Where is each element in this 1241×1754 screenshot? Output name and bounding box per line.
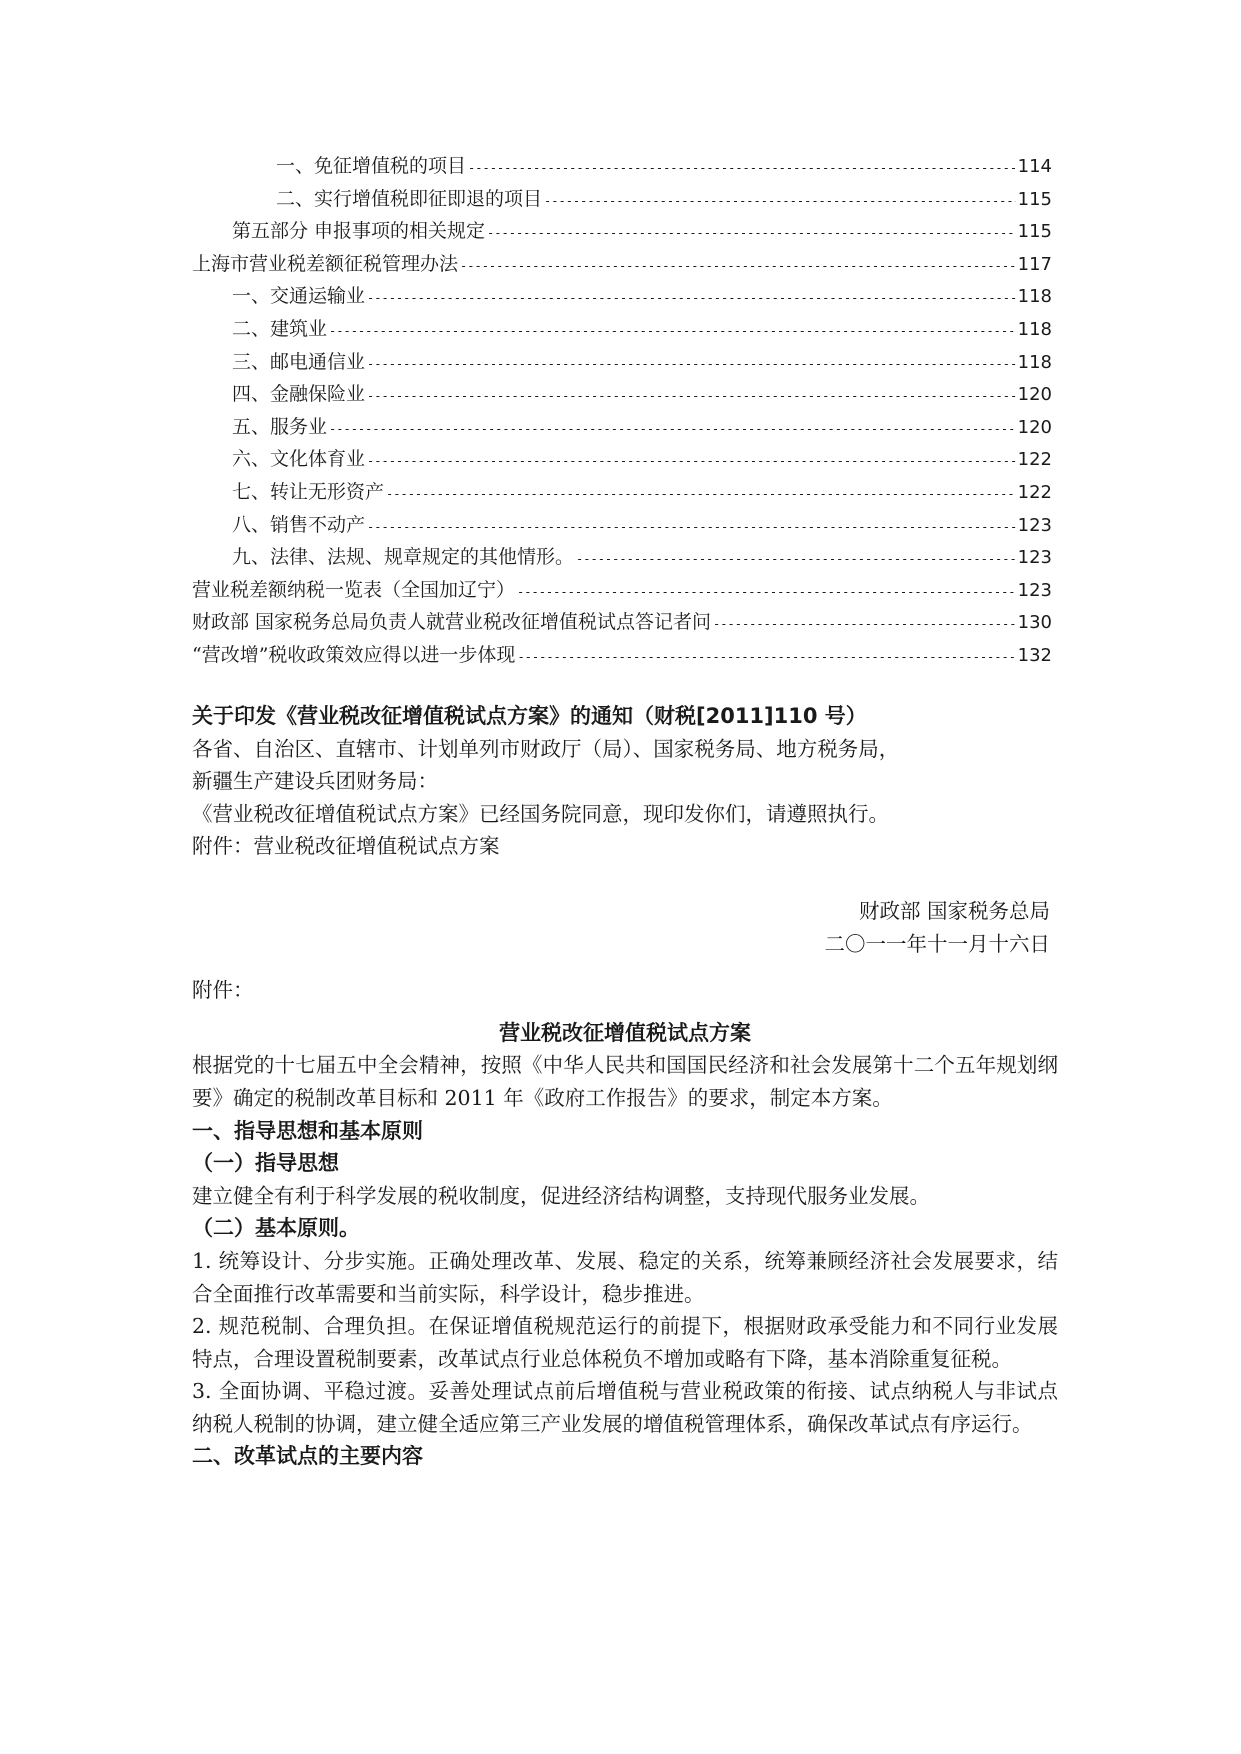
toc-entry-page: 118 <box>1017 286 1052 308</box>
toc-leader-dashes <box>329 315 1016 348</box>
attachment-label: 附件： <box>192 978 254 1003</box>
subsection-heading: （一）指导思想 <box>192 1151 339 1176</box>
toc-leader-dashes <box>576 543 1016 576</box>
toc-leader-dashes <box>460 250 1016 283</box>
toc-entry-page: 117 <box>1017 253 1052 275</box>
table-of-contents <box>192 150 1052 672</box>
toc-entry[interactable] <box>192 476 1052 509</box>
toc-entry-label: 八、销售不动产 <box>232 513 366 536</box>
toc-entry-label: 第五部分 申报事项的相关规定 <box>232 220 486 243</box>
toc-entry[interactable] <box>192 378 1052 411</box>
toc-entry-page: 115 <box>1017 221 1052 243</box>
toc-leader-dashes <box>544 185 1016 218</box>
toc-entry-label: 五、服务业 <box>232 415 328 438</box>
toc-entry[interactable] <box>192 280 1052 313</box>
toc-entry-label: 九、法律、法规、规章规定的其他情形。 <box>232 546 575 569</box>
toc-entry-label: 一、交通运输业 <box>232 285 366 308</box>
toc-entry-page: 115 <box>1017 188 1052 210</box>
toc-leader-dashes <box>487 217 1016 250</box>
toc-entry[interactable] <box>192 509 1052 542</box>
toc-leader-dashes <box>367 348 1016 381</box>
toc-entry-label: 三、邮电通信业 <box>232 350 366 373</box>
toc-entry-label: 四、金融保险业 <box>232 383 366 406</box>
notice-date: 二〇一一年十一月十六日 <box>824 931 1050 956</box>
toc-leader-dashes <box>517 641 1015 674</box>
toc-entry-label: 营业税差额纳税一览表（全国加辽宁） <box>192 578 516 601</box>
toc-entry[interactable] <box>192 639 1052 672</box>
toc-entry-page: 123 <box>1017 547 1052 569</box>
toc-entry[interactable] <box>192 313 1052 346</box>
toc-entry-page: 120 <box>1017 384 1052 406</box>
toc-entry-page: 122 <box>1017 481 1052 503</box>
toc-leader-dashes <box>468 152 1016 185</box>
toc-leader-dashes <box>713 608 1016 641</box>
toc-entry-label: 七、转让无形资产 <box>232 480 385 503</box>
notice-title: 关于印发《营业税改征增值税试点方案》的通知（财税[2011]110 号） <box>192 704 867 728</box>
notice-issuer: 财政部 国家税务总局 <box>858 898 1050 923</box>
toc-entry[interactable] <box>192 248 1052 281</box>
toc-leader-dashes <box>386 478 1016 511</box>
toc-entry-page: 118 <box>1017 318 1052 340</box>
toc-entry-label: “营改增”税收政策效应得以进一步体现 <box>192 643 516 666</box>
toc-entry[interactable] <box>192 346 1052 379</box>
paragraph: 建立健全有利于科学发展的税收制度，促进经济结构调整，支持现代服务业发展。 <box>192 1183 930 1208</box>
notice-attachment-line: 附件：营业税改征增值税试点方案 <box>192 834 500 859</box>
paragraph: 2. 规范税制、合理负担。在保证增值税规范运行的前提下，根据财政承受能力和不同行业发展特点，合理设置税制要素，改革试点行业总体税负不增加或略有下降，基本消除重复征税。 <box>192 1314 1058 1371</box>
toc-entry-label: 上海市营业税差额征税管理办法 <box>192 252 459 275</box>
toc-leader-dashes <box>367 445 1016 478</box>
toc-entry-page: 130 <box>1017 612 1052 634</box>
toc-entry-label: 六、文化体育业 <box>232 448 366 471</box>
toc-entry-page: 123 <box>1017 514 1052 536</box>
toc-entry[interactable] <box>192 150 1052 183</box>
toc-leader-dashes <box>367 511 1016 544</box>
toc-leader-dashes <box>367 282 1016 315</box>
notice-recipients: 新疆生产建设兵团财务局： <box>192 769 438 794</box>
notice-recipients: 各省、自治区、直辖市、计划单列市财政厅（局）、国家税务局、地方税务局， <box>192 736 900 761</box>
subsection-heading: （二）基本原则。 <box>192 1216 360 1241</box>
toc-entry-page: 123 <box>1017 579 1052 601</box>
attachment-title: 营业税改征增值税试点方案 <box>499 1020 751 1045</box>
toc-entry[interactable] <box>192 574 1052 607</box>
paragraph: 1. 统筹设计、分步实施。正确处理改革、发展、稳定的关系，统筹兼顾经济社会发展要求，结合全面推行改革需要和当前实际，科学设计，稳步推进。 <box>192 1248 1058 1306</box>
toc-entry-label: 二、建筑业 <box>232 317 328 340</box>
toc-entry-page: 122 <box>1017 449 1052 471</box>
toc-entry-page: 118 <box>1017 351 1052 373</box>
attachment-intro: 根据党的十七届五中全会精神，按照《中华人民共和国国民经济和社会发展第十二个五年规划纲要》确定的税制改革目标和 2011 年《政府工作报告》的要求，制定本方案。 <box>192 1053 1058 1110</box>
toc-entry[interactable] <box>192 183 1052 216</box>
toc-entry-label: 财政部 国家税务总局负责人就营业税改征增值税试点答记者问 <box>192 611 712 634</box>
document-body <box>192 700 1058 1473</box>
toc-entry-page: 114 <box>1017 156 1052 177</box>
section-heading: 二、改革试点的主要内容 <box>192 1444 423 1469</box>
toc-entry[interactable] <box>192 541 1052 574</box>
toc-leader-dashes <box>517 576 1016 609</box>
toc-entry[interactable] <box>192 411 1052 444</box>
toc-entry[interactable] <box>192 443 1052 476</box>
section-heading: 一、指导思想和基本原则 <box>192 1118 423 1143</box>
toc-leader-dashes <box>329 413 1016 446</box>
toc-entry-label: 一、免征增值税的项目 <box>276 155 467 177</box>
toc-leader-dashes <box>367 380 1016 413</box>
toc-entry[interactable] <box>192 606 1052 639</box>
notice-body: 《营业税改征增值税试点方案》已经国务院同意，现印发你们，请遵照执行。 <box>192 801 889 826</box>
toc-entry[interactable] <box>192 215 1052 248</box>
paragraph: 3. 全面协调、平稳过渡。妥善处理试点前后增值税与营业税政策的衔接、试点纳税人与非试点纳税人税制的协调，建立健全适应第三产业发展的增值税管理体系，确保改革试点有序运行。 <box>192 1379 1058 1436</box>
toc-entry-page: 132 <box>1017 644 1052 666</box>
toc-entry-page: 120 <box>1017 416 1052 438</box>
toc-entry-label: 二、实行增值税即征即退的项目 <box>276 187 543 210</box>
